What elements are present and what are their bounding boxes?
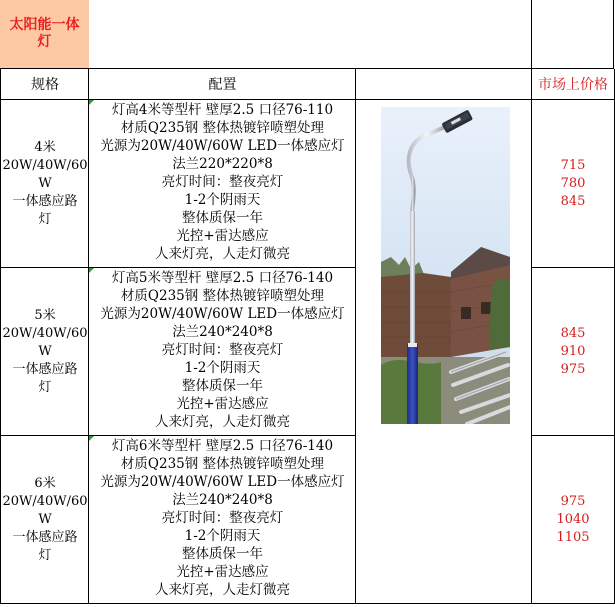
price-value: 1040 xyxy=(556,511,590,527)
comment-marker xyxy=(89,436,94,441)
price-cell-6m[interactable] xyxy=(531,436,615,604)
config-line: 材质Q235钢 整体热镀锌喷塑处理 xyxy=(120,456,325,472)
config-line: 灯高6米等型杆 壁厚2.5 口径76-140 xyxy=(111,438,334,454)
spec-line: W xyxy=(38,343,52,359)
price-value: 975 xyxy=(560,493,586,509)
price-value: 975 xyxy=(560,361,586,377)
config-cell-4m[interactable] xyxy=(88,100,356,268)
config-line: 光源为20W/40W/60W LED一体感应灯 xyxy=(100,306,345,322)
price-value: 715 xyxy=(560,157,586,173)
config-line: 1-2个阴雨天 xyxy=(184,360,261,376)
comment-marker xyxy=(89,100,94,105)
config-line: 整体质保一年 xyxy=(182,210,263,226)
comment-marker xyxy=(89,268,94,273)
config-line: 光控+雷达感应 xyxy=(176,564,269,580)
config-line: 亮灯时间：整夜亮灯 xyxy=(161,342,284,358)
config-line: 法兰220*220*8 xyxy=(172,156,273,172)
config-line: 1-2个阴雨天 xyxy=(184,528,261,544)
price-value: 910 xyxy=(560,343,586,359)
spec-line: 4米 xyxy=(34,139,56,155)
config-line: 人来灯亮，人走灯微亮 xyxy=(155,582,290,598)
config-line: 光源为20W/40W/60W LED一体感应灯 xyxy=(100,474,345,490)
table-title: 太阳能一体灯 xyxy=(9,17,80,50)
header-spec[interactable] xyxy=(0,69,89,100)
spec-line: 20W/40W/60 xyxy=(2,325,88,341)
spec-line: 灯 xyxy=(38,211,52,227)
header-config-label: 配置 xyxy=(208,77,237,93)
config-line: 材质Q235钢 整体热镀锌喷塑处理 xyxy=(120,120,325,136)
config-line: 整体质保一年 xyxy=(182,546,263,562)
config-cell-5m[interactable] xyxy=(88,268,356,436)
config-cell-6m[interactable] xyxy=(88,436,356,604)
price-value: 845 xyxy=(560,325,586,341)
config-line: 整体质保一年 xyxy=(182,378,263,394)
spec-line: 20W/40W/60 xyxy=(2,493,88,509)
config-line: 材质Q235钢 整体热镀锌喷塑处理 xyxy=(120,288,325,304)
config-line: 光源为20W/40W/60W LED一体感应灯 xyxy=(100,138,345,154)
config-line: 光控+雷达感应 xyxy=(176,396,269,412)
header-image[interactable] xyxy=(355,69,532,100)
price-cell-5m[interactable] xyxy=(531,268,615,436)
price-cell-4m[interactable] xyxy=(531,100,615,268)
config-line: 法兰240*240*8 xyxy=(172,324,273,340)
config-line: 法兰240*240*8 xyxy=(172,492,273,508)
spec-line: W xyxy=(38,511,52,527)
header-spec-label: 规格 xyxy=(31,77,59,93)
spec-cell-6m[interactable] xyxy=(0,436,89,604)
config-line: 灯高5米等型杆 壁厚2.5 口径76-140 xyxy=(111,270,334,286)
config-line: 亮灯时间：整夜亮灯 xyxy=(161,510,284,526)
spec-line: 6米 xyxy=(34,475,56,491)
street-light-photo[interactable] xyxy=(381,107,510,424)
price-value: 1105 xyxy=(556,529,590,545)
config-line: 1-2个阴雨天 xyxy=(184,192,261,208)
spec-line: W xyxy=(38,175,52,191)
price-value: 845 xyxy=(560,193,586,209)
header-config[interactable] xyxy=(88,69,356,100)
spec-cell-4m[interactable] xyxy=(0,100,89,268)
empty-cell[interactable] xyxy=(89,0,355,69)
spec-line: 灯 xyxy=(38,547,52,563)
header-price-label: 市场上价格 xyxy=(538,77,608,93)
spec-line: 20W/40W/60 xyxy=(2,157,88,173)
spec-line: 一体感应路 xyxy=(12,361,78,377)
spec-line: 一体感应路 xyxy=(12,529,78,545)
spec-line: 一体感应路 xyxy=(12,193,78,209)
config-line: 灯高4米等型杆 壁厚2.5 口径76-110 xyxy=(111,102,334,118)
spec-line: 5米 xyxy=(34,307,56,323)
header-price[interactable] xyxy=(531,69,615,100)
config-line: 人来灯亮，人走灯微亮 xyxy=(155,414,290,430)
spec-line: 灯 xyxy=(38,379,52,395)
price-value: 780 xyxy=(560,175,586,191)
config-line: 人来灯亮，人走灯微亮 xyxy=(155,246,290,262)
config-line: 亮灯时间：整夜亮灯 xyxy=(161,174,284,190)
empty-cell[interactable] xyxy=(355,0,531,69)
config-line: 光控+雷达感应 xyxy=(176,228,269,244)
title-cell[interactable] xyxy=(0,0,89,69)
spec-cell-5m[interactable] xyxy=(0,268,89,436)
empty-cell[interactable] xyxy=(531,0,614,69)
